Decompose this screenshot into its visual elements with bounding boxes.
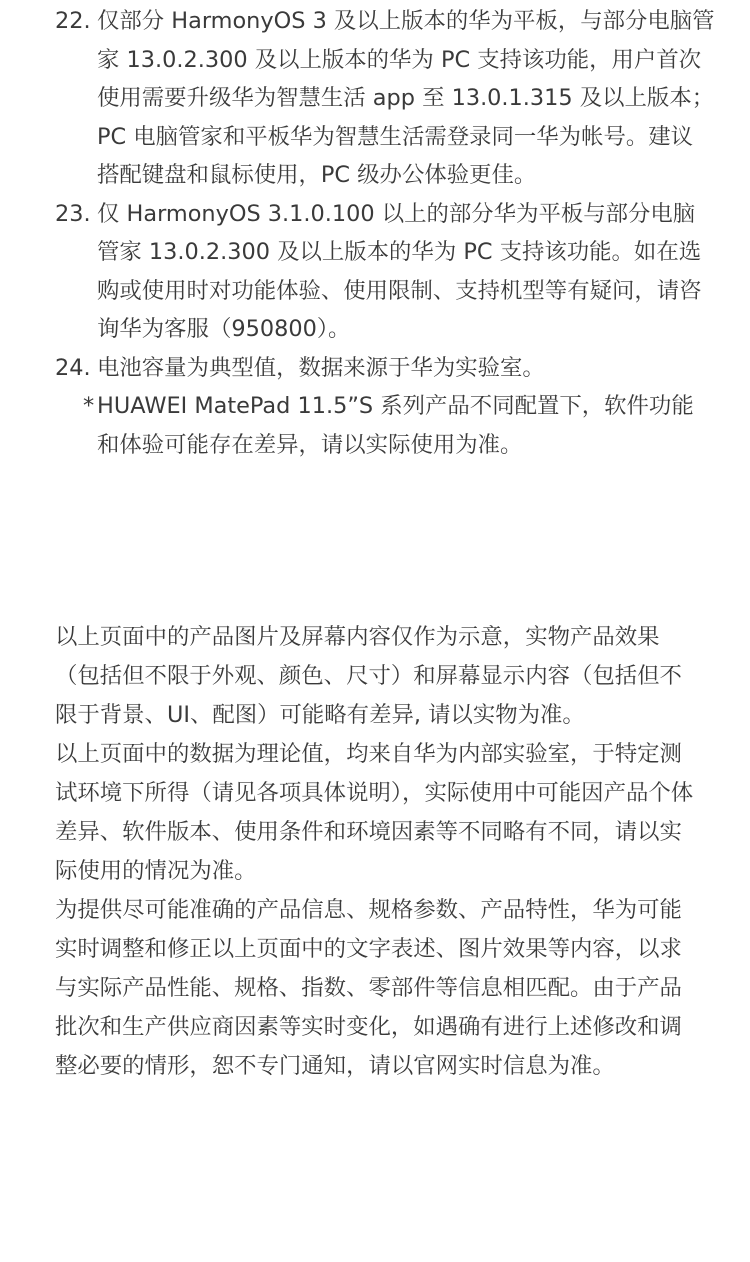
footnote-item: [55, 2, 715, 195]
asterisk-note-text: HUAWEI MatePad 11.5”S 系列产品不同配置下，软件功能和体验可能存在差异，请以实际使用为准。: [97, 393, 694, 458]
footnote-item: [55, 349, 715, 388]
footnote-number: 24.: [55, 354, 91, 381]
disclaimer-paragraph: 为提供尽可能准确的产品信息、规格参数、产品特性，华为可能实时调整和修正以上页面中的文字表述、图片效果等内容，以求与实际产品性能、规格、指数、零部件等信息相匹配。由于产品批次和生产供应商因素等实时变化，如遇确有进行上述修改和调整必要的情形，恕不专门通知，请以官网实时信息为准。: [55, 897, 682, 1079]
footnote-text: 电池容量为典型值，数据来源于华为实验室。: [97, 354, 545, 381]
disclaimer-paragraph: 以上页面中的产品图片及屏幕内容仅作为示意，实物产品效果（包括但不限于外观、颜色、尺寸）和屏幕显示内容（包括但不限于背景、UI、配图）可能略有差异, 请以实物为准。: [55, 624, 682, 728]
footnote-item: [55, 195, 715, 349]
disclaimer-section: [55, 618, 695, 1086]
footnote-text: 仅部分 HarmonyOS 3 及以上版本的华为平板，与部分电脑管家 13.0.2.300 及以上版本的华为 PC 支持该功能，用户首次使用需要升级华为智慧生活 app 至 13.0.1.315 及以上版本；PC 电脑管家和平板华为智慧生活需登录同一华为帐号。建议搭配键盘和鼠标使用，PC 级办公体验更佳。: [97, 8, 715, 188]
disclaimer-paragraph: 以上页面中的数据为理论值，均来自华为内部实验室，于特定测试环境下所得（请见各项具体说明），实际使用中可能因产品个体差异、软件版本、使用条件和环境因素等不同略有不同，请以实际使用的情况为准。: [55, 741, 694, 884]
footnote-number: 22.: [55, 8, 91, 34]
asterisk-note: [55, 387, 715, 464]
asterisk-mark: *: [83, 393, 95, 419]
footnote-number: 23.: [55, 200, 91, 227]
footnotes-list: [55, 2, 715, 464]
footnote-text: 仅 HarmonyOS 3.1.0.100 以上的部分华为平板与部分电脑管家 13.0.2.300 及以上版本的华为 PC 支持该功能。如在选购或使用时对功能体验、使用限制、支持机型等有疑问，请咨询华为客服（950800）。: [97, 200, 702, 342]
